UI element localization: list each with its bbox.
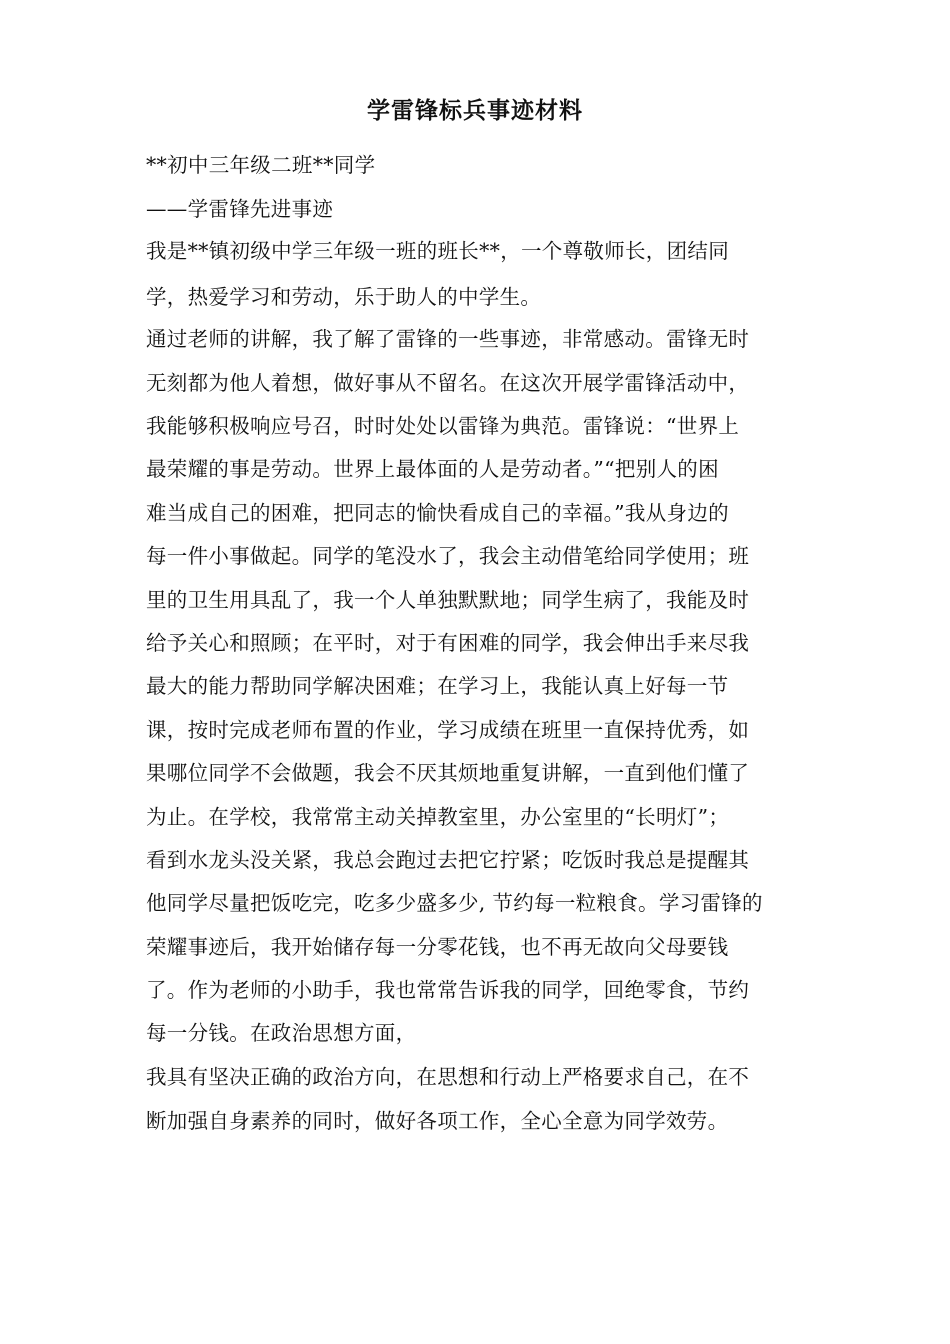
text-line: 我能够积极响应号召，时时处处以雷锋为典范。雷锋说：“世界上: [146, 414, 740, 438]
document-title: 学雷锋标兵事迹材料: [367, 97, 583, 124]
text-line: 难当成自己的困难，把同志的愉快看成自己的幸福。”我从身边的: [146, 501, 729, 525]
text-line: 课，按时完成老师布置的作业，学习成绩在班里一直保持优秀，如: [146, 718, 750, 742]
text-line: 最荣耀的事是劳动。世界上最体面的人是劳动者。”“把别人的困: [146, 457, 719, 481]
text-line: 每一分钱。在政治思想方面，: [146, 1021, 417, 1045]
text-line: 给予关心和照顾；在平时，对于有困难的同学，我会伸出手来尽我: [146, 631, 750, 655]
text-line: 无刻都为他人着想，做好事从不留名。在这次开展学雷锋活动中，: [146, 371, 750, 395]
text-line: 果哪位同学不会做题，我会不厌其烦地重复讲解，一直到他们懂了: [146, 761, 750, 785]
text-line: ——学雷锋先进事迹: [146, 197, 334, 221]
text-line: 最大的能力帮助同学解决困难；在学习上，我能认真上好每一节: [146, 674, 729, 698]
text-line: 每一件小事做起。同学的笔没水了，我会主动借笔给同学使用；班: [146, 544, 750, 568]
text-line: 我是**镇初级中学三年级一班的班长**，一个尊敬师长，团结同: [146, 239, 729, 263]
text-line: 断加强自身素养的同时，做好各项工作，全心全意为同学效劳。: [146, 1109, 729, 1133]
text-line: 学，热爱学习和劳动，乐于助人的中学生。: [146, 285, 542, 309]
text-line: 里的卫生用具乱了，我一个人单独默默地；同学生病了，我能及时: [146, 588, 750, 612]
text-line: **初中三年级二班**同学: [146, 153, 376, 177]
text-line: 看到水龙头没关紧，我总会跑过去把它拧紧；吃饭时我总是提醒其: [146, 848, 750, 872]
text-line: 了。作为老师的小助手，我也常常告诉我的同学，回绝零食，节约: [146, 978, 750, 1002]
text-line: 荣耀事迹后，我开始储存每一分零花钱，也不再无故向父母要钱: [146, 935, 729, 959]
text-line: 我具有坚决正确的政治方向，在思想和行动上严格要求自己，在不: [146, 1065, 750, 1089]
text-line: 他同学尽量把饭吃完，吃多少盛多少, 节约每一粒粮食。学习雷锋的: [146, 891, 763, 915]
text-line: 为止。在学校，我常常主动关掉教室里，办公室里的“长明灯”；: [146, 805, 730, 829]
text-line: 通过老师的讲解，我了解了雷锋的一些事迹，非常感动。雷锋无时: [146, 327, 750, 351]
